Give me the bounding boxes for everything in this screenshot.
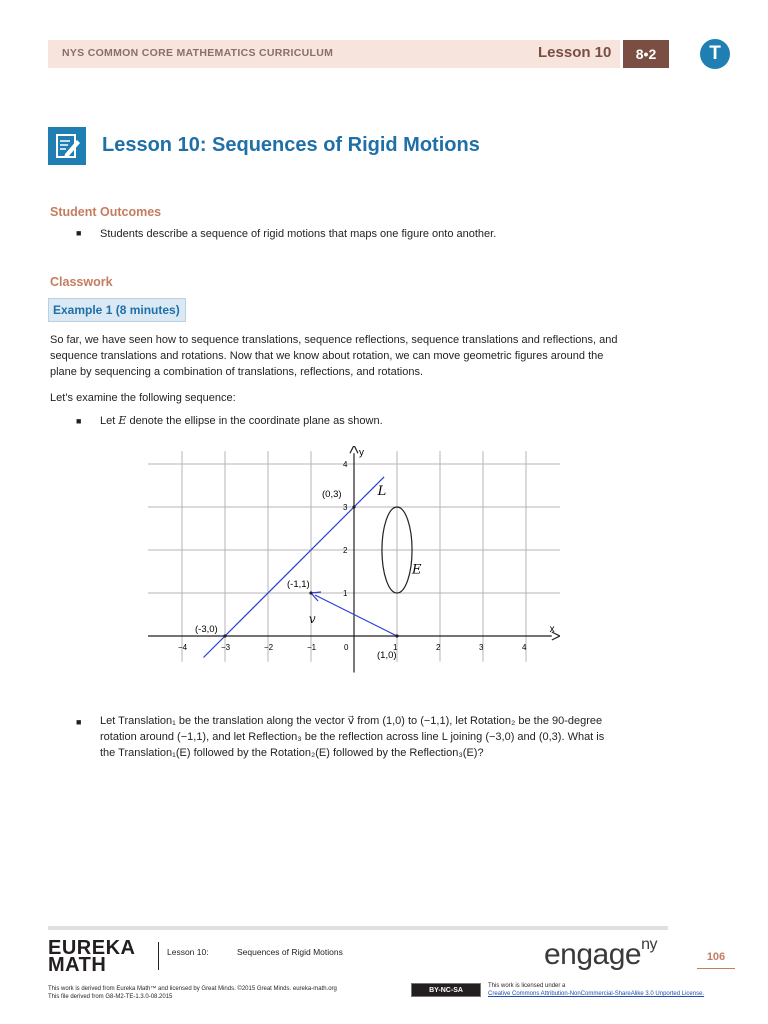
teacher-badge: T: [700, 39, 730, 69]
footer-lesson: Lesson 10:: [167, 947, 209, 957]
bullet-sequence-line: rotation around (−1,1), and let Reflection₃ be the reflection across line L joining (−3,0) and (0,3). What is: [100, 731, 605, 743]
cc-license-badge: BY-NC-SA: [411, 983, 481, 997]
outcome-item: Students describe a sequence of rigid motions that maps one figure onto another.: [100, 228, 497, 240]
x-tick-label: −3: [221, 643, 231, 652]
license-text: This work is licensed under a: [488, 983, 566, 989]
point-label: (-1,1): [287, 579, 310, 590]
x-axis-label: x: [549, 624, 555, 635]
vector-v-label: v: [308, 612, 316, 627]
notebook-pencil-icon: [48, 127, 86, 165]
footer-lesson-name: Sequences of Rigid Motions: [237, 947, 343, 957]
footer-rule: [48, 926, 668, 930]
x-tick-label: 2: [436, 643, 441, 652]
footer-divider: [158, 942, 159, 970]
eureka-math-logo: EUREKA MATH: [48, 937, 136, 976]
point-marker: [309, 591, 312, 594]
bullet-icon: ■: [76, 416, 82, 426]
engageny-logo: engage$^{ny}$: [544, 936, 658, 971]
credit-line: This work is derived from Eureka Math™ and licensed by Great Minds. ©2015 Great Minds. eureka-math.org: [48, 986, 337, 992]
license-link[interactable]: Creative Commons Attribution-NonCommercial-ShareAlike 3.0 Unported License.: [488, 991, 705, 997]
y-tick-label: 3: [343, 503, 348, 512]
point-marker: [395, 634, 398, 637]
x-tick-label: 0: [344, 643, 349, 652]
x-tick-label: 1: [393, 643, 398, 652]
paragraph-line: plane by sequencing a combination of translations, reflections, and rotations.: [50, 366, 424, 378]
point-label: (0,3): [322, 489, 342, 500]
curriculum-title: NYS COMMON CORE MATHEMATICS CURRICULUM: [62, 47, 334, 59]
header-module: 8•2: [623, 40, 669, 68]
x-tick-label: 4: [522, 643, 527, 652]
lesson-title: Lesson 10: Sequences of Rigid Motions: [102, 134, 480, 156]
student-outcomes-heading: Student Outcomes: [50, 205, 162, 219]
point-label: (-3,0): [195, 624, 218, 635]
figures: [204, 477, 423, 658]
header-lesson: Lesson 10: [538, 44, 612, 61]
bullet-sequence-line: the Translation₁(E) followed by the Rotation₂(E) followed by the Reflection₃(E)?: [100, 747, 484, 759]
point-marker: [352, 505, 355, 508]
y-tick-label: 4: [343, 460, 348, 469]
x-tick-label: 3: [479, 643, 484, 652]
classwork-heading: Classwork: [50, 275, 113, 289]
y-tick-label: 2: [343, 546, 348, 555]
examine-text: Let’s examine the following sequence:: [50, 392, 236, 404]
credit-file: This file derived from G8-M2-TE-1.3.0-08.2015: [48, 994, 173, 1000]
point-label: (1,0): [377, 650, 397, 661]
y-tick-label: 1: [343, 589, 348, 598]
coordinate-graph: [148, 446, 560, 674]
x-tick-label: −1: [307, 643, 317, 652]
x-tick-label: −4: [178, 643, 188, 652]
page-number-rule: [697, 968, 735, 969]
bullet-sequence-line: Let Translation₁ be the translation along the vector v⃗ from (1,0) to (−1,1), let Rotation₂ be the 90-degree: [100, 715, 603, 727]
y-axis-arrow: [350, 446, 358, 453]
y-axis-label: y: [359, 447, 364, 459]
paragraph-line: sequence translations and rotations. Now that we know about rotation, we can move geometric figures around the: [50, 350, 604, 362]
point-marker: [223, 634, 226, 637]
bullet-icon: ■: [76, 228, 82, 238]
bullet-ellipse-text: Let E denote the ellipse in the coordinate plane as shown.: [100, 414, 383, 427]
vector-v: [315, 595, 397, 636]
axes: [148, 446, 560, 673]
paragraph-line: So far, we have seen how to sequence translations, sequence reflections, sequence translations and reflections, and: [50, 334, 618, 346]
line-l: [204, 477, 385, 658]
bullet-icon: ■: [76, 717, 82, 727]
example-label: Example 1 (8 minutes): [53, 303, 180, 317]
x-tick-label: −2: [264, 643, 274, 652]
page-number: 106: [706, 951, 726, 963]
line-l-label: L: [377, 483, 387, 499]
ellipse-e-label: E: [412, 562, 422, 578]
